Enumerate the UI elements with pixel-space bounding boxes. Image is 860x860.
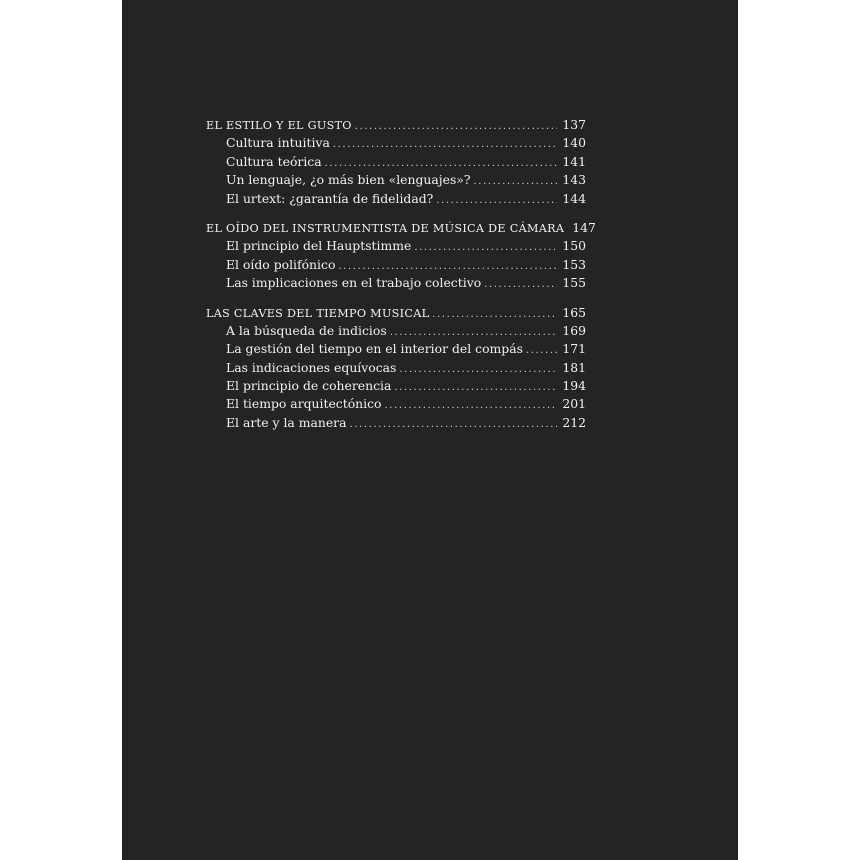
dot-leader [355, 118, 558, 136]
toc-entry-title: El oído polifónico [226, 256, 336, 272]
toc-entry-row [206, 340, 586, 358]
toc-chapter-title: EL OÍDO DEL INSTRUMENTISTA DE MÚSICA DE CÁMARA [206, 221, 565, 235]
dot-leader [436, 192, 557, 210]
toc-page-number: 169 [562, 322, 586, 338]
toc-chapter-row [206, 219, 596, 237]
toc-entry-title: Cultura teórica [226, 153, 322, 169]
toc-entry-row [206, 134, 586, 152]
dot-leader [474, 173, 558, 191]
toc-page-number: 155 [562, 275, 586, 291]
toc-entry-row [206, 256, 586, 274]
toc-entry-title: A la búsqueda de indicios [226, 322, 387, 338]
dot-leader [385, 397, 558, 415]
toc-chapter-title: LAS CLAVES DEL TIEMPO MUSICAL [206, 306, 430, 320]
toc-entry-row [206, 414, 586, 432]
toc-entry-title: El principio del Hauptstimme [226, 238, 412, 254]
toc-page-number: 171 [562, 341, 586, 357]
toc-entry-title: El urtext: ¿garantía de fidelidad? [226, 190, 434, 206]
toc-page-number: 150 [562, 238, 586, 254]
toc-page-number: 212 [562, 414, 586, 430]
toc-page-number: 141 [562, 153, 586, 169]
toc-entry-title: El tiempo arquitectónico [226, 396, 382, 412]
toc-page-number: 153 [562, 256, 586, 272]
dot-leader [333, 136, 558, 154]
dot-leader [414, 239, 557, 257]
dot-leader [526, 342, 557, 360]
toc-entry-row [206, 395, 586, 413]
toc-entry-row [206, 190, 586, 208]
toc-page-number: 137 [562, 117, 586, 132]
toc-page-number: 144 [562, 190, 586, 206]
toc-entry-title: Cultura intuitiva [226, 135, 330, 151]
toc-chapter-row [206, 304, 586, 322]
book-page [122, 0, 738, 860]
toc-page-number: 201 [562, 396, 586, 412]
toc-page-number: 194 [562, 378, 586, 394]
dot-leader [432, 306, 557, 324]
toc-entry-row [206, 171, 586, 189]
table-of-contents [206, 116, 596, 443]
toc-entry-title: El principio de coherencia [226, 378, 392, 394]
toc-entry-row [206, 377, 586, 395]
dot-leader [350, 416, 558, 434]
toc-page-number: 165 [562, 304, 586, 320]
toc-page-number: 147 [572, 219, 596, 235]
toc-entry-title: Las indicaciones equívocas [226, 359, 397, 375]
toc-section-oido [206, 219, 596, 293]
toc-page-number: 181 [562, 359, 586, 375]
toc-entry-title: Un lenguaje, ¿o más bien «lenguajes»? [226, 172, 471, 188]
toc-page-number: 143 [562, 172, 586, 188]
toc-chapter-row [206, 116, 586, 134]
toc-entry-row [206, 153, 586, 171]
dot-leader [399, 361, 557, 379]
toc-entry-row [206, 237, 586, 255]
toc-entry-row [206, 359, 586, 377]
toc-entry-row [206, 274, 586, 292]
toc-chapter-title: EL ESTILO Y EL GUSTO [206, 119, 352, 132]
toc-section-tiempo [206, 304, 586, 433]
toc-section-estilo [206, 116, 586, 208]
toc-entry-row [206, 322, 586, 340]
dot-leader [484, 276, 557, 294]
toc-page-number: 140 [562, 135, 586, 151]
toc-entry-title: La gestión del tiempo en el interior del compás [226, 341, 523, 357]
dot-leader [394, 379, 557, 397]
toc-entry-title: El arte y la manera [226, 414, 347, 430]
toc-entry-title: Las implicaciones en el trabajo colectivo [226, 275, 482, 291]
